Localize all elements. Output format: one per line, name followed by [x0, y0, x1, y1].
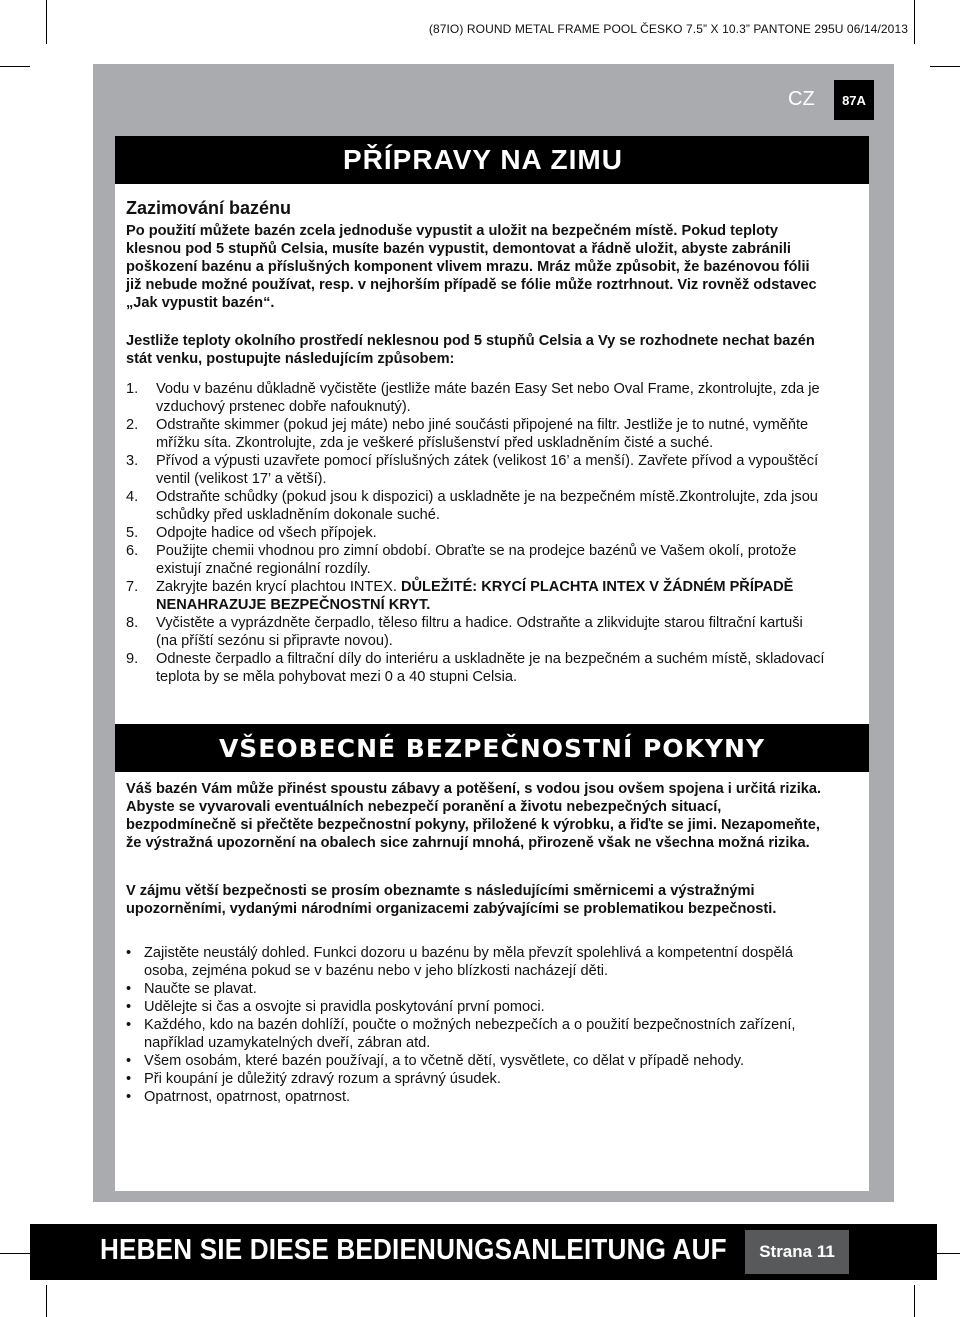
section-title-band: [115, 136, 869, 184]
list-item: [126, 416, 826, 452]
step-number: 1.: [126, 381, 139, 397]
crop-mark: [914, 1285, 915, 1317]
crop-mark: [0, 66, 30, 67]
safety-bullets: [126, 944, 826, 1106]
list-item: [126, 1052, 826, 1070]
list-item: [126, 980, 826, 998]
lead-paragraph: Jestliže teploty okolního prostředí neklesnou pod 5 stupňů Celsia a Vy se rozhodnete nechat bazén stát venku, postupujte následujícím způsobem:: [126, 333, 815, 367]
step-text: Přívod a výpusti uzavřete pomocí příslušných zátek (velikost 16’ a menší). Zavřete přívod a vypouštěcí ventil (velikost 17’ a větší).: [156, 453, 819, 487]
list-item: [126, 1088, 826, 1106]
crop-mark: [46, 1285, 47, 1317]
bullet-text: Při koupání je důležitý zdravý rozum a správný úsudek.: [144, 1071, 501, 1087]
step-number: 4.: [126, 489, 139, 505]
bullet-icon: •: [126, 1017, 132, 1033]
step-number: 6.: [126, 543, 139, 559]
list-item: [126, 650, 826, 686]
step-number: 5.: [126, 525, 139, 541]
bullet-icon: •: [126, 1089, 132, 1105]
bullet-icon: •: [126, 945, 132, 961]
bullet-text: Udělejte si čas a osvojte si pravidla poskytování první pomoci.: [144, 999, 545, 1015]
bullet-text: Všem osobám, které bazén používají, a to včetně dětí, vysvětlete, co dělat v případě nehody.: [144, 1053, 745, 1069]
bullet-icon: •: [126, 1071, 132, 1087]
winter-lead: [126, 332, 826, 368]
bullet-text: Každého, kdo na bazén dohlíží, poučte o možných nebezpečích a o použití bezpečnostních zařízení, například uzamykatelných dveří, zábran atd.: [144, 1017, 796, 1051]
print-slug: (87IO) ROUND METAL FRAME POOL ČESKO 7.5” X 10.3” PANTONE 295U 06/14/2013: [428, 22, 908, 36]
steps-block: [126, 380, 826, 686]
crop-mark: [914, 0, 915, 44]
step-warning: DŮLEŽITÉ: KRYCÍ PLACHTA INTEX V ŽÁDNÉM PŘÍPADĚ NENAHRAZUJE BEZPEČNOSTNÍ KRYT.: [156, 579, 794, 613]
list-item: [126, 614, 826, 650]
step-text: Odstraňte schůdky (pokud jsou k dispozici) a uskladněte je na bezpečném místě.Zkontrolujte, zda jsou schůdky před uskladněním dokonale suché.: [156, 489, 818, 523]
page-tag: 87A: [834, 80, 874, 120]
list-item: [126, 488, 826, 524]
bullet-icon: •: [126, 999, 132, 1015]
safety-para-1: [126, 780, 826, 852]
step-text: Odstraňte skimmer (pokud jej máte) nebo jiné součásti připojené na filtr. Jestliže je to nutné, vyměňte mřížku síta. Zkontrolujte, zda je veškeré příslušenství před uskladněním čisté a suché.: [156, 417, 809, 451]
safety-para-2: [126, 882, 826, 918]
list-item: [126, 998, 826, 1016]
bullet-text: Opatrnost, opatrnost, opatrnost.: [144, 1089, 351, 1105]
list-item: [126, 1016, 826, 1052]
step-number: 2.: [126, 417, 139, 433]
safety-title-band: [115, 724, 869, 772]
step-number: 9.: [126, 651, 139, 667]
step-text: Zakryjte bazén krycí plachtou INTEX.: [156, 579, 397, 595]
bullet-text: Zajistěte neustálý dohled. Funkci dozoru u bazénu by měla převzít spolehlivá a kompetentní dospělá osoba, zejména pokud se v bazénu nebo v jeho blízkosti nacházejí děti.: [144, 945, 793, 979]
list-item: [126, 380, 826, 416]
winter-intro: [126, 222, 826, 312]
bullet-list: [126, 944, 826, 1106]
footer-text: HEBEN SIE DIESE BEDIENUNGSANLEITUNG AUF: [100, 1234, 727, 1266]
step-number: 7.: [126, 579, 139, 595]
steps-list: [126, 380, 826, 686]
step-text: Použijte chemii vhodnou pro zimní období. Obraťte se na prodejce bazénů ve Vašem okolí, protože existují značné regionální rozdíly.: [156, 543, 797, 577]
step-text: Odpojte hadice od všech přípojek.: [156, 525, 377, 541]
step-text: Vodu v bazénu důkladně vyčistěte (jestliže máte bazén Easy Set nebo Oval Frame, zkontrolujte, zda je vzduchový prstenec dobře nafouknutý).: [156, 381, 820, 415]
list-item: [126, 1070, 826, 1088]
list-item: [126, 944, 826, 980]
crop-mark: [0, 1253, 30, 1254]
safety-title: VŠEOBECNÉ BEZPEČNOSTNÍ POKYNY: [218, 733, 766, 763]
step-number: 3.: [126, 453, 139, 469]
safety-paragraph: V zájmu větší bezpečnosti se prosím obeznamte s následujícími směrnicemi a výstražnými upozorněními, vydanými národními organizacemi zabývajícími se problematikou bezpečnosti.: [126, 883, 777, 917]
crop-mark: [930, 66, 960, 67]
crop-mark: [46, 0, 47, 44]
intro-paragraph: Po použití můžete bazén zcela jednoduše vypustit a uložit na bezpečném místě. Pokud teploty klesnou pod 5 stupňů Celsia, musíte bazén vypustit, demontovat a řádně uložit, abyste zabránili poškození bazénu a příslušných komponent vlivem mrazu. Mráz může způsobit, že bazénovou fólii již nebude možné používat, resp. v nejhorším případě se fólie může roztrhnout. Viz rovněž odstavec „Jak vypustit bazén“.: [126, 223, 817, 311]
safety-paragraph: Váš bazén Vám může přinést spoustu zábavy a potěšení, s vodou jsou ovšem spojena i určitá rizika. Abyste se vyvarovali eventuálních nebezpečí poranění a životu nebezpečných situací, bezpodmínečně si přečtěte bezpečnostní pokyny, přiložené k výrobku, a řiďte se jimi. Nezapomeňte, že výstražná upozornění na obalech sice zahrnují mnohá, přirozeně však ne všechna možná rizika.: [126, 781, 822, 851]
list-item: [126, 524, 826, 542]
step-text: Odneste čerpadlo a filtrační díly do interiéru a uskladněte je na bezpečném a suchém místě, skladovací teplota by se měla pohybovat mezi 0 a 40 stupni Celsia.: [156, 651, 825, 685]
list-item: [126, 452, 826, 488]
footer-bar: [30, 1224, 937, 1280]
list-item: [126, 542, 826, 578]
step-text: Vyčistěte a vyprázdněte čerpadlo, těleso filtru a hadice. Odstraňte a zlikvidujte starou filtrační kartuši (na příští sezónu si připravte novou).: [156, 615, 803, 649]
list-item: [126, 578, 826, 614]
step-number: 8.: [126, 615, 139, 631]
bullet-text: Naučte se plavat.: [144, 981, 257, 997]
language-label: CZ: [788, 88, 815, 110]
bullet-icon: •: [126, 1053, 132, 1069]
section-title: PŘÍPRAVY NA ZIMU: [343, 144, 623, 175]
bullet-icon: •: [126, 981, 132, 997]
subsection-title: Zazimování bazénu: [126, 198, 292, 218]
page-number: Strana 11: [745, 1230, 849, 1274]
content-panel: [115, 136, 869, 1191]
